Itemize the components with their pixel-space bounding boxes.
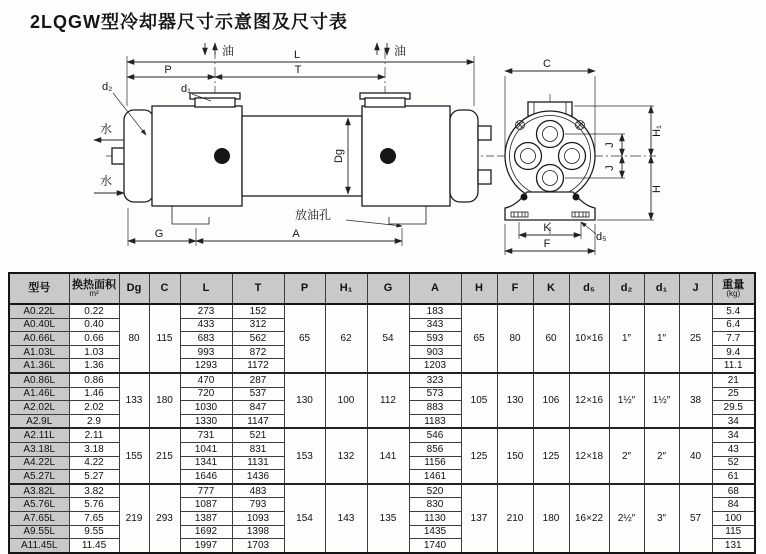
H1-label: H₁: [651, 125, 663, 137]
F-label: F: [543, 238, 551, 250]
L-cell: 683: [180, 332, 232, 346]
column-header: Dg: [119, 273, 149, 304]
T-cell: 1131: [232, 456, 284, 470]
G-cell: 141: [367, 428, 409, 483]
L-cell: 1387: [180, 511, 232, 525]
K-cell: 60: [533, 304, 569, 373]
model-cell: A3.82L: [9, 484, 69, 498]
oil-label-2: 油: [394, 44, 407, 58]
d5-cell: 12×18: [569, 428, 609, 483]
model-cell: A5.27L: [9, 470, 69, 484]
area-cell: 0.66: [69, 332, 119, 346]
handhole-left: [214, 148, 230, 164]
area-cell: 0.86: [69, 373, 119, 387]
T-cell: 831: [232, 442, 284, 456]
A-cell: 546: [409, 428, 461, 442]
T-cell: 521: [232, 428, 284, 442]
side-view: [94, 43, 494, 246]
T-cell: 1147: [232, 414, 284, 428]
weight-cell: 131: [712, 539, 755, 553]
area-cell: 1.03: [69, 345, 119, 359]
weight-cell: 25: [712, 387, 755, 401]
d5-cell: 16×22: [569, 484, 609, 553]
weight-cell: 100: [712, 511, 755, 525]
model-cell: A2.02L: [9, 401, 69, 415]
area-cell: 1.36: [69, 359, 119, 373]
page-title: 2LQGW型冷却器尺寸示意图及尺寸表: [30, 12, 348, 32]
d1-cell: 2″: [644, 428, 679, 483]
weight-cell: 11.1: [712, 359, 755, 373]
column-header: C: [149, 273, 180, 304]
A-cell: 323: [409, 373, 461, 387]
K-cell: 180: [533, 484, 569, 553]
L-cell: 1030: [180, 401, 232, 415]
left-end-cover: [124, 110, 154, 202]
column-header: H₁: [325, 273, 367, 304]
d1-cell: 1½″: [644, 373, 679, 428]
d1-cell: 1″: [644, 304, 679, 373]
base-bolt-right: [573, 194, 580, 201]
A-cell: 830: [409, 498, 461, 512]
column-header: 重量 (kg): [712, 273, 755, 304]
d2-cell: 2½″: [609, 484, 644, 553]
T-cell: 562: [232, 332, 284, 346]
column-header: K: [533, 273, 569, 304]
dimension-table: [8, 272, 756, 554]
A-cell: 520: [409, 484, 461, 498]
column-header: J: [679, 273, 712, 304]
T-cell: 1436: [232, 470, 284, 484]
d1-label: d₁: [181, 83, 191, 95]
T-cell: 793: [232, 498, 284, 512]
column-header: d₅: [569, 273, 609, 304]
column-header: L: [180, 273, 232, 304]
model-cell: A9.55L: [9, 525, 69, 539]
J-cell: 57: [679, 484, 712, 553]
end-view: [497, 58, 663, 255]
A-cell: 1156: [409, 456, 461, 470]
A-cell: 1740: [409, 539, 461, 553]
cooler-diagram: [0, 36, 766, 270]
P-cell: 154: [284, 484, 325, 553]
area-cell: 3.82: [69, 484, 119, 498]
C-cell: 115: [149, 304, 180, 373]
L-cell: 1692: [180, 525, 232, 539]
A-cell: 1461: [409, 470, 461, 484]
area-cell: 3.18: [69, 442, 119, 456]
Dg-cell: 155: [119, 428, 149, 483]
P-cell: 153: [284, 428, 325, 483]
L-cell: 470: [180, 373, 232, 387]
L-cell: 1997: [180, 539, 232, 553]
T-cell: 152: [232, 304, 284, 318]
column-header: F: [497, 273, 533, 304]
area-cell: 0.22: [69, 304, 119, 318]
T-cell: 287: [232, 373, 284, 387]
L-cell: 720: [180, 387, 232, 401]
table-header: [9, 273, 755, 304]
L-label: L: [293, 49, 301, 61]
J-cell: 40: [679, 428, 712, 483]
C-cell: 215: [149, 428, 180, 483]
d5-label: d₅: [596, 231, 607, 243]
area-cell: 7.65: [69, 511, 119, 525]
T-cell: 1703: [232, 539, 284, 553]
G-label: G: [154, 228, 164, 240]
T-cell: 537: [232, 387, 284, 401]
area-cell: 11.45: [69, 539, 119, 553]
weight-cell: 7.7: [712, 332, 755, 346]
d2-cell: 2″: [609, 428, 644, 483]
A-cell: 1130: [409, 511, 461, 525]
d2-label: d₂: [102, 81, 113, 93]
T-cell: 1093: [232, 511, 284, 525]
H-cell: 125: [461, 428, 497, 483]
A-cell: 573: [409, 387, 461, 401]
P-cell: 130: [284, 373, 325, 428]
weight-cell: 9.4: [712, 345, 755, 359]
weight-cell: 34: [712, 428, 755, 442]
K-cell: 125: [533, 428, 569, 483]
model-cell: A4.22L: [9, 456, 69, 470]
weight-cell: 115: [712, 525, 755, 539]
area-cell: 2.02: [69, 401, 119, 415]
H-cell: 105: [461, 373, 497, 428]
area-cell: 4.22: [69, 456, 119, 470]
weight-cell: 21: [712, 373, 755, 387]
G-cell: 135: [367, 484, 409, 553]
area-cell: 9.55: [69, 525, 119, 539]
column-header: T: [232, 273, 284, 304]
T-cell: 1398: [232, 525, 284, 539]
column-header: P: [284, 273, 325, 304]
column-header: d₁: [644, 273, 679, 304]
A-cell: 593: [409, 332, 461, 346]
T-cell: 847: [232, 401, 284, 415]
F-cell: 80: [497, 304, 533, 373]
drain-label: 放油孔: [295, 208, 332, 222]
end-base-bracket: [505, 192, 595, 220]
column-header: 换热面积 m²: [69, 273, 119, 304]
F-cell: 130: [497, 373, 533, 428]
foot-left: [172, 206, 209, 224]
area-cell: 5.76: [69, 498, 119, 512]
A-cell: 343: [409, 318, 461, 332]
d1-cell: 3″: [644, 484, 679, 553]
model-cell: A7.65L: [9, 511, 69, 525]
L-cell: 1330: [180, 414, 232, 428]
water-in-label: 水: [100, 174, 113, 188]
model-cell: A0.40L: [9, 318, 69, 332]
area-cell: 2.11: [69, 428, 119, 442]
H-cell: 65: [461, 304, 497, 373]
column-header: 型号: [9, 273, 69, 304]
weight-cell: 68: [712, 484, 755, 498]
C-cell: 180: [149, 373, 180, 428]
Dg-cell: 133: [119, 373, 149, 428]
weight-cell: 43: [712, 442, 755, 456]
A-cell: 183: [409, 304, 461, 318]
T-label: T: [294, 64, 302, 76]
model-cell: A0.66L: [9, 332, 69, 346]
d5-cell: 10×16: [569, 304, 609, 373]
column-header: A: [409, 273, 461, 304]
A-cell: 1203: [409, 359, 461, 373]
P-cell: 65: [284, 304, 325, 373]
handhole-right: [380, 148, 396, 164]
weight-cell: 84: [712, 498, 755, 512]
d5-leader: [581, 222, 596, 234]
L-cell: 1041: [180, 442, 232, 456]
H-label: H: [651, 185, 663, 193]
water-out-label: 水: [100, 122, 113, 136]
K-cell: 106: [533, 373, 569, 428]
weight-cell: 29.5: [712, 401, 755, 415]
H1-cell: 132: [325, 428, 367, 483]
right-stub-top: [478, 126, 491, 140]
T-cell: 872: [232, 345, 284, 359]
header-row: [9, 273, 755, 304]
weight-cell: 52: [712, 456, 755, 470]
J-label-lower: J: [604, 165, 616, 171]
A-cell: 883: [409, 401, 461, 415]
H1-cell: 62: [325, 304, 367, 373]
H1-cell: 100: [325, 373, 367, 428]
right-bonnet: [362, 106, 450, 206]
base-bolt-left: [521, 194, 528, 201]
drain-leader: [346, 220, 402, 226]
J-label-upper: J: [604, 142, 616, 148]
foot-right: [389, 206, 426, 224]
model-cell: A1.46L: [9, 387, 69, 401]
oil-label-1: 油: [222, 44, 235, 58]
C-cell: 293: [149, 484, 180, 553]
model-cell: A1.36L: [9, 359, 69, 373]
K-label: K: [543, 222, 551, 234]
P-label: P: [164, 64, 172, 76]
model-cell: A0.86L: [9, 373, 69, 387]
weight-cell: 61: [712, 470, 755, 484]
model-cell: A2.11L: [9, 428, 69, 442]
A-cell: 856: [409, 442, 461, 456]
area-cell: 2.9: [69, 414, 119, 428]
right-stub-bottom: [478, 170, 491, 184]
J-cell: 38: [679, 373, 712, 428]
H-cell: 137: [461, 484, 497, 553]
L-cell: 1646: [180, 470, 232, 484]
weight-cell: 34: [712, 414, 755, 428]
T-cell: 312: [232, 318, 284, 332]
model-cell: A1.03L: [9, 345, 69, 359]
L-cell: 993: [180, 345, 232, 359]
oil-port2-boss: [365, 98, 405, 107]
T-cell: 483: [232, 484, 284, 498]
L-cell: 1087: [180, 498, 232, 512]
A-label: A: [292, 228, 300, 240]
d2-cell: 1″: [609, 304, 644, 373]
table-body: [9, 304, 755, 553]
table-row: [9, 304, 755, 318]
column-header: G: [367, 273, 409, 304]
right-end-cover: [450, 110, 478, 202]
A-cell: 1435: [409, 525, 461, 539]
Dg-cell: 80: [119, 304, 149, 373]
model-cell: A2.9L: [9, 414, 69, 428]
area-cell: 5.27: [69, 470, 119, 484]
Dg-label: Dg: [333, 148, 345, 164]
area-cell: 0.40: [69, 318, 119, 332]
F-cell: 150: [497, 428, 533, 483]
weight-cell: 5.4: [712, 304, 755, 318]
H1-cell: 143: [325, 484, 367, 553]
model-cell: A3.18L: [9, 442, 69, 456]
oil-port1-boss: [195, 98, 235, 107]
L-cell: 1341: [180, 456, 232, 470]
d2-cell: 1½″: [609, 373, 644, 428]
table-row: [9, 484, 755, 498]
J-cell: 25: [679, 304, 712, 373]
L-cell: 777: [180, 484, 232, 498]
F-cell: 210: [497, 484, 533, 553]
A-cell: 903: [409, 345, 461, 359]
column-header: H: [461, 273, 497, 304]
table-row: [9, 428, 755, 442]
L-cell: 433: [180, 318, 232, 332]
G-cell: 54: [367, 304, 409, 373]
table-row: [9, 373, 755, 387]
Dg-cell: 219: [119, 484, 149, 553]
L-cell: 273: [180, 304, 232, 318]
model-cell: A11.45L: [9, 539, 69, 553]
area-cell: 1.46: [69, 387, 119, 401]
T-cell: 1172: [232, 359, 284, 373]
C-label: C: [543, 58, 551, 70]
weight-cell: 6.4: [712, 318, 755, 332]
L-cell: 1293: [180, 359, 232, 373]
model-cell: A5.76L: [9, 498, 69, 512]
A-cell: 1183: [409, 414, 461, 428]
d5-cell: 12×16: [569, 373, 609, 428]
L-cell: 731: [180, 428, 232, 442]
column-header: d₂: [609, 273, 644, 304]
G-cell: 112: [367, 373, 409, 428]
model-cell: A0.22L: [9, 304, 69, 318]
